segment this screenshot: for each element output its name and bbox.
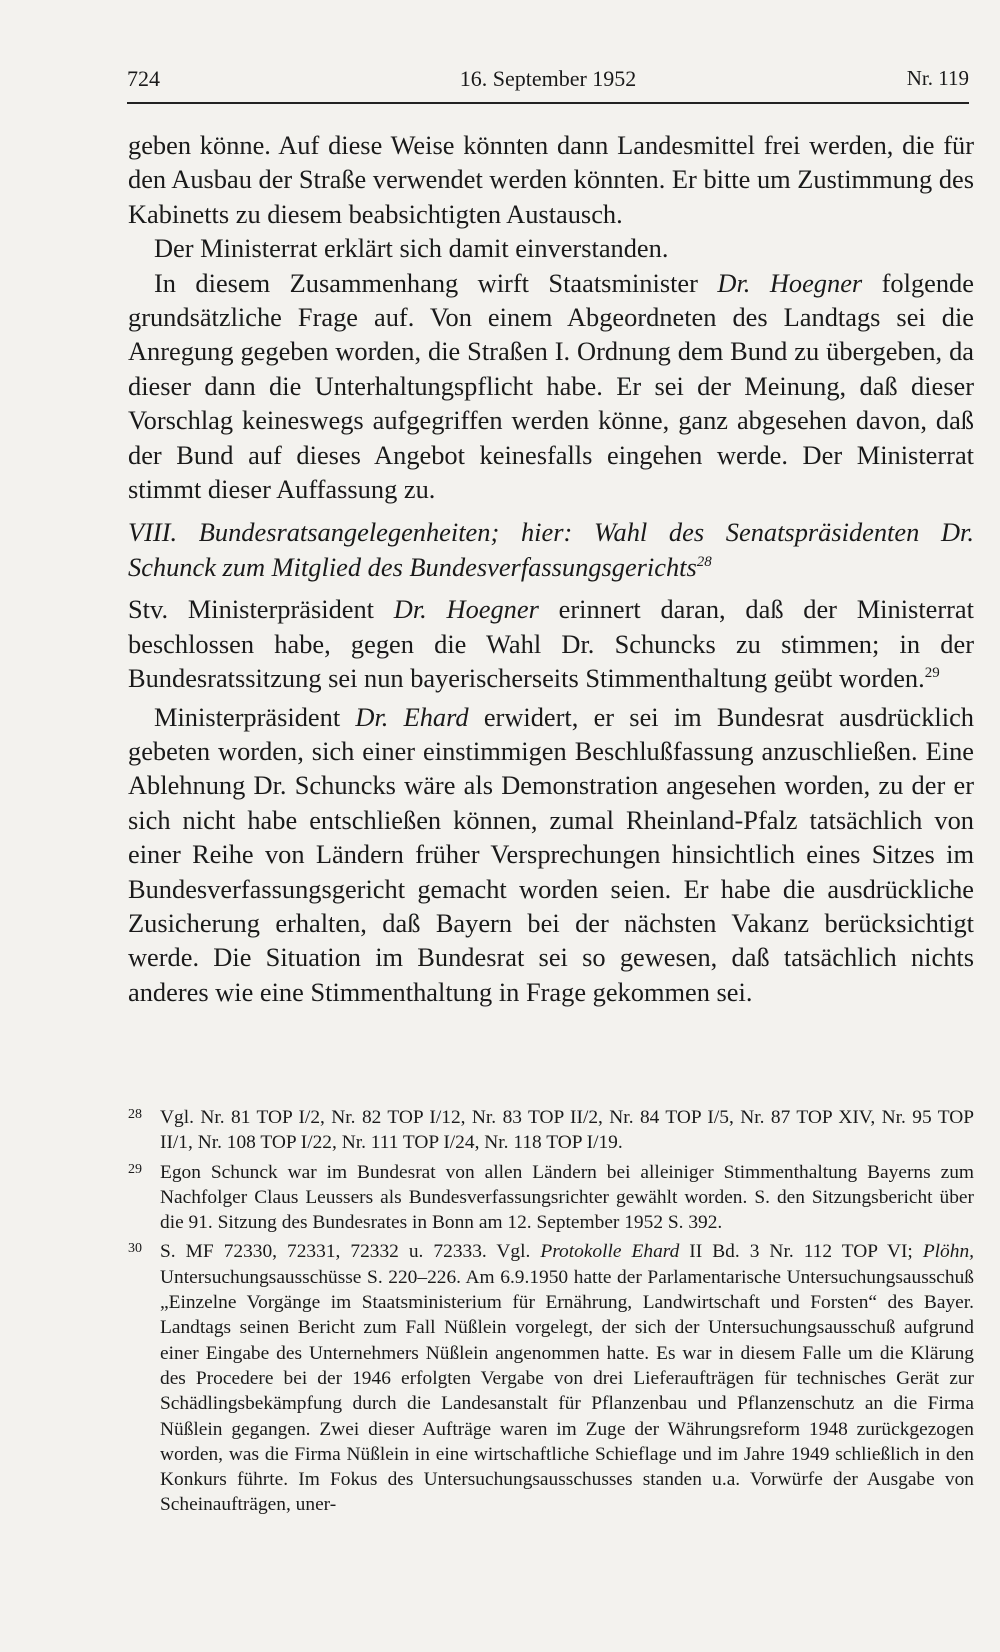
page-number: 724 [127, 66, 160, 91]
footnote-ref[interactable]: 28 [696, 554, 712, 571]
footnote-text: Vgl. Nr. 81 TOP I/2, Nr. 82 TOP I/12, Nr. 83 TOP II/2, Nr. 84 TOP I/5, Nr. 87 TOP XIV, Nr. 95 TOP II/1, Nr. 108 TOP I/22, Nr. 111 TOP I/24, Nr. 118 TOP I/19. [160, 1107, 974, 1154]
text-run: In diesem Zusammenhang wirft Staatsminister [154, 267, 718, 298]
running-header [127, 66, 969, 104]
footnotes [128, 1105, 974, 1522]
document-number: Nr. 119 [906, 66, 969, 90]
footnote-text: II Bd. 3 Nr. 112 TOP VI; [679, 1241, 923, 1263]
footnote-ref[interactable]: 29 [924, 665, 940, 682]
main-text [128, 128, 974, 1009]
footnote-text: S. MF 72330, 72331, 72332 u. 72333. Vgl. [160, 1241, 541, 1263]
header-date: 16. September 1952 [459, 66, 637, 91]
footnote-number: 29 [128, 1161, 142, 1177]
person-name: Dr. Hoegner [393, 594, 539, 625]
text-run: erinnert daran, daß der Ministerrat beschlossen habe, gegen die Wahl Dr. Schuncks zu stimmen; in der Bundesratssitzung sei nun bayerischerseits Stimmenthaltung geübt worden. [128, 594, 974, 694]
footnote-number: 30 [128, 1241, 142, 1257]
text-run: Ministerpräsident [154, 701, 356, 732]
footnote-text: Untersuchungsausschüsse S. 220–226. Am 6.9.1950 hatte der Parlamentarische Untersuchungsausschuß „Einzelne Vorgänge im Staatsministerium für Ernährung, Landwirtschaft und Forsten“ des Bayer. Landtags seinen Bericht zum Fall Nüßlein vorgelegt, der sich der Untersuchungsausschuß aufgrund einer Eingabe des Unternehmers Nüßlein angenommen hatte. Es war in diesem Falle um die Klärung des Procedere bei der 1946 erfolgten Vergabe von drei Lieferaufträgen für technisches Gerät zur Schädlingsbekämpfung durch die Landesanstalt für Pflanzenbau und Pflanzenschutz an die Firma Nüßlein gegangen. Zwei dieser Aufträge waren im Zuge der Währungsreform 1948 zurückgezogen worden, was die Firma Nüßlein in eine wirtschaftliche Schieflage und im Jahre 1949 schließlich in den Konkurs führte. Im Fokus des Untersuchungsausschusses standen u.a. Vorwürfe der Ausgabe von Scheinaufträgen, uner- [160, 1266, 974, 1516]
paragraph: geben könne. Auf diese Weise könnten dann Landesmittel frei werden, die für den Ausbau der Straße verwendet werden könnten. Er bitte um Zustimmung des Kabinetts zu diesem beabsichtigten Austausch. [128, 130, 974, 229]
paragraph [128, 592, 974, 695]
person-name: Dr. Hoegner [717, 267, 863, 298]
paragraph: Der Ministerrat erklärt sich damit einverstanden. [154, 233, 669, 264]
paragraph [128, 266, 974, 507]
citation-author: Plöhn, [922, 1241, 974, 1263]
citation-title: Protokolle Ehard [540, 1241, 680, 1263]
section-heading [128, 515, 974, 584]
text-run: erwidert, er sei im Bundesrat ausdrücklich gebeten worden, sich einer einstimmigen Beschlußfassung anzuschließen. Eine Ablehnung Dr. Schuncks wäre als Demonstration angesehen worden, zu der er sich nicht habe entschließen können, zumal Rheinland-Pfalz tatsächlich von einer Reihe von Ländern früher Versprechungen hinsichtlich eines Sitzes im Bundesverfassungsgericht gemacht worden seien. Er habe die ausdrückliche Zusicherung erhalten, daß Bayern bei der nächsten Vakanz berücksichtigt werde. Die Situation im Bundesrat sei so gewesen, daß tatsächlich nichts anderes wie eine Stimmenthaltung in Frage gekommen sei. [128, 701, 974, 1007]
footnote-number: 28 [128, 1107, 142, 1122]
text-run: Stv. Ministerpräsident [128, 594, 394, 625]
person-name: Dr. Ehard [355, 701, 469, 732]
footnote [128, 1160, 974, 1236]
footnote [128, 1105, 974, 1156]
text-run: folgende grundsätzliche Frage auf. Von einem Abgeordneten des Landtags sei die Anregung gegeben worden, die Straßen I. Ordnung dem Bund zu übergeben, da dieser dann die Unterhaltungspflicht habe. Er sei der Meinung, daß dieser Vorschlag keineswegs aufgegriffen werden könne, ganz abgesehen davon, daß der Bund auf dieses Angebot keinesfalls eingehen werde. Der Ministerrat stimmt dieser Auffassung zu. [128, 267, 974, 505]
footnote-text: Egon Schunck war im Bundesrat von allen Ländern bei alleiniger Stimmenthaltung Bayerns zum Nachfolger Claus Leussers als Bundesverfassungsrichter gewählt worden. S. den Sitzungsbericht über die 91. Sitzung des Bundesrates in Bonn am 12. September 1952 S. 392. [160, 1161, 974, 1234]
paragraph [128, 700, 974, 1010]
heading-text: VIII. Bundesratsangelegenheiten; hier: Wahl des Senatspräsidenten Dr. Schunck zum Mitglied des Bundesverfassungsgerichts [128, 517, 974, 582]
footnote [128, 1239, 974, 1517]
